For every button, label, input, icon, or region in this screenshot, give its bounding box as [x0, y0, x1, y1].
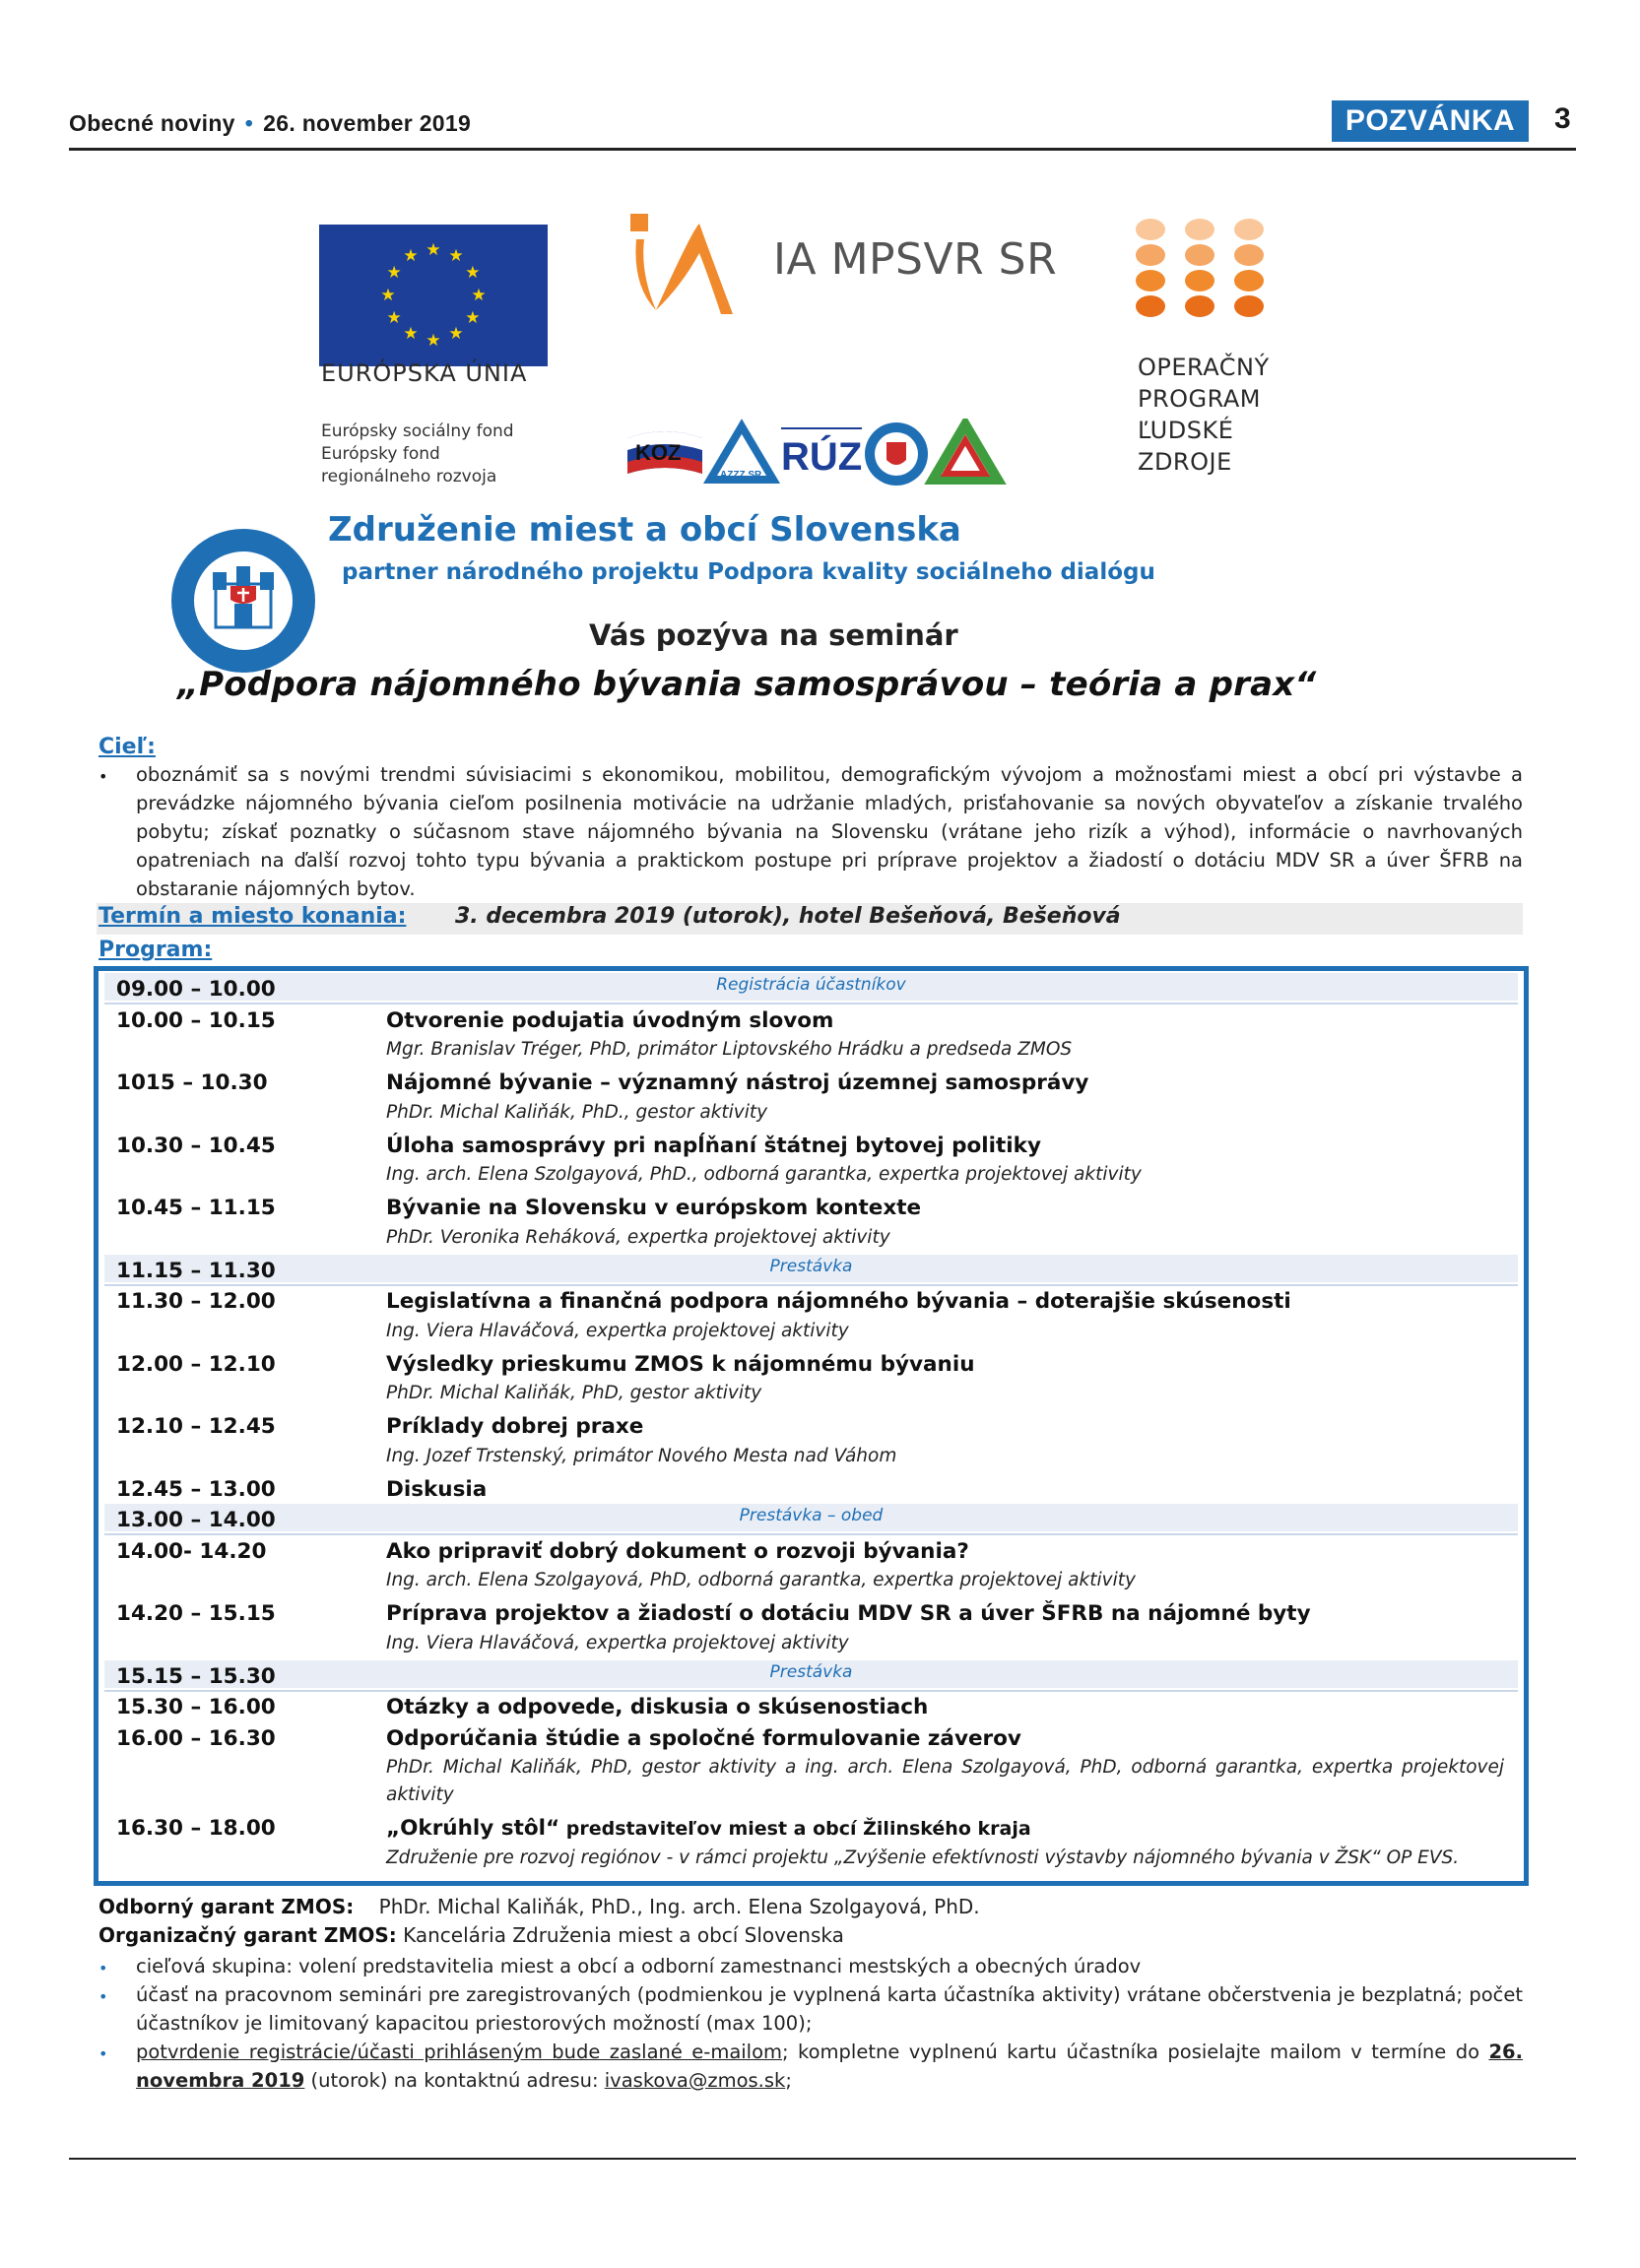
program-title — [386, 1477, 487, 1502]
organizer-subtitle: partner národného projektu Podpora kvality sociálneho dialógu — [342, 559, 1155, 585]
program-time: 15.30 – 16.00 — [116, 1695, 276, 1719]
organizer-name: Združenie miest a obcí Slovenska — [328, 510, 961, 550]
issue-date: 26. november 2019 — [263, 110, 472, 136]
venue-label: Termín a miesto konania: — [98, 904, 407, 929]
contact-email-link[interactable]: ivaskova@zmos.sk — [604, 2069, 786, 2092]
program-speaker: PhDr. Michal Kaliňák, PhD, gestor aktivity — [386, 1383, 762, 1403]
koz-logo-icon — [627, 431, 702, 474]
guarantor-label: Odborný garant ZMOS: — [98, 1895, 355, 1918]
program-title-tail: predstaviteľov miest a obcí Žilinského kraja — [559, 1818, 1031, 1840]
program-time: 11.15 – 11.30 — [116, 1258, 276, 1283]
program-title — [386, 1816, 1031, 1841]
program-title — [386, 1601, 1311, 1626]
op-dot-icon — [1234, 270, 1264, 292]
program-time: 10.30 – 10.45 — [116, 1133, 276, 1158]
eu-fund-line: Európsky fond — [321, 444, 440, 464]
program-time: 16.30 – 18.00 — [116, 1816, 276, 1841]
venue-value: 3. decembra 2019 (utorok), hotel Bešeňová, Bešeňová — [455, 904, 1121, 929]
ruz-logo-icon — [781, 428, 862, 479]
svg-text:KOZ: KOZ — [635, 440, 682, 465]
program-title — [386, 1008, 833, 1033]
registration-end: ; — [785, 2069, 792, 2092]
program-break-label: Prestávka — [769, 1661, 853, 1682]
program-time: 10.00 – 10.15 — [116, 1007, 276, 1033]
goal-text: oboznámiť sa s novými trendmi súvisiacimi s ekonomikou, mobilitou, demografickým vývojom a možnosťami miest a obcí pri výstavbe a prevádzke nájomného bývania cieľom posilnenia motivácie na udržanie mladých, prisťahovanie sa nových obyvateľov a získanie trvalého pobytu; získať poznatky o súčasnom stave nájomného bývania na Slovensku (vrátane jeho rizík a výhod), informácie o navrhovaných opatreniach na ďalší rozvoj tohto typu bývania a praktickom postupe pri príprave projektov a žiadostí o dotáciu MDV SR a úver ŠFRB na obstaranie nájomných bytov. — [136, 763, 1523, 900]
program-speaker: PhDr. Veronika Reháková, expertka projektovej aktivity — [386, 1226, 890, 1248]
header-divider — [69, 148, 1576, 151]
program-title-text: Výsledky prieskumu ZMOS k nájomnému bývaniu — [386, 1351, 975, 1377]
registration-confirmation: potvrdenie registrácie/účasti prihláseným bude zaslané e-mailom — [136, 2041, 783, 2063]
program-title-text: Diskusia — [386, 1476, 488, 1502]
eu-flag-icon — [319, 225, 548, 366]
registration-deadline: 26. novembra 2019 — [136, 2041, 1523, 2092]
program-title — [386, 1539, 969, 1564]
eu-star-icon: ★ — [386, 307, 402, 328]
bullet-icon: • — [98, 1959, 108, 1977]
eu-star-icon: ★ — [386, 262, 402, 283]
triangle-logo-icon — [933, 424, 998, 480]
program-time: 10.45 – 11.15 — [116, 1196, 276, 1220]
registration-instructions: ; kompletne vyplnenú kartu účastníka posielajte mailom v termíne do — [782, 2041, 1489, 2063]
program-time: 1015 – 10.30 — [116, 1070, 268, 1095]
op-dot-icon — [1185, 244, 1214, 266]
program-title-text: Úloha samosprávy pri napĺňaní štátnej bytovej politiky — [386, 1133, 1041, 1158]
program-title — [386, 1695, 928, 1719]
goal-label: Cieľ: — [98, 735, 156, 759]
program-title-text: Otázky a odpovede, diskusia o skúsenostiach — [386, 1695, 929, 1719]
bullet-icon: • — [98, 1987, 108, 2006]
program-speaker: Združenie pre rozvoj regiónov - v rámci projektu „Zvýšenie efektívnosti výstavby nájomného bývania v ŽSK“ OP EVS. — [386, 1847, 1460, 1868]
eu-star-icon: ★ — [448, 324, 464, 345]
footer-divider — [69, 2158, 1576, 2160]
program-title — [386, 1289, 1291, 1314]
invite-line: Vás pozýva na seminár — [589, 618, 958, 652]
zmos-seal-icon — [169, 527, 317, 675]
eu-fund-line: regionálneho rozvoja — [321, 467, 497, 486]
org-guarantor-label: Organizačný garant ZMOS: — [98, 1923, 397, 1947]
program-break-label: Prestávka – obed — [739, 1506, 884, 1525]
eu-star-icon: ★ — [426, 330, 441, 351]
newspaper-name: Obecné noviny — [69, 110, 235, 136]
program-title-text: Ako pripraviť dobrý dokument o rozvoji bývania? — [386, 1538, 969, 1564]
svg-text:RÚZ: RÚZ — [781, 435, 863, 479]
program-speaker: PhDr. Michal Kaliňák, PhD., gestor aktivity — [386, 1101, 768, 1123]
eu-star-icon: ★ — [380, 285, 396, 305]
program-title — [386, 1070, 1088, 1095]
program-title-text: Príprava projektov a žiadostí o dotáciu MDV SR a úver ŠFRB na nájomné byty — [386, 1601, 1311, 1626]
program-title — [386, 1726, 1021, 1751]
bullet-icon: • — [98, 2044, 108, 2063]
eu-star-icon: ★ — [403, 245, 419, 266]
program-time: 11.30 – 12.00 — [116, 1289, 276, 1314]
program-label: Program: — [98, 938, 213, 962]
ia-mpsvr-logo-icon — [623, 212, 760, 330]
program-title-text: Odporúčania štúdie a spoločné formulovanie záverov — [386, 1725, 1021, 1751]
participation-text: účasť na pracovnom seminári pre zaregistrovaných (podmienkou je vyplnená karta účastníka aktivity) vrátane občerstvenia je bezplatná; počet účastníkov je limitovaný kapacitou priestorových možností (max 100); — [136, 1983, 1523, 2035]
eu-fund-text — [321, 421, 514, 488]
op-dot-icon — [1234, 295, 1264, 317]
org-guarantor-value: Kancelária Združenia miest a obcí Slovenska — [403, 1923, 844, 1947]
op-program-text — [1138, 352, 1270, 478]
eu-title: EURÓPSKA ÚNIA — [321, 359, 528, 387]
separator-dot: • — [244, 110, 254, 136]
op-dot-icon — [1185, 270, 1214, 292]
eu-star-icon: ★ — [471, 285, 487, 305]
op-line: ĽUDSKÉ — [1138, 417, 1234, 444]
registration-text — [136, 2038, 1523, 2095]
bullet-icon: • — [98, 767, 108, 786]
row-divider — [104, 1284, 1518, 1286]
row-divider — [104, 1003, 1518, 1004]
newspaper-header — [69, 110, 471, 137]
program-time: 13.00 – 14.00 — [116, 1508, 276, 1532]
op-dot-icon — [1136, 244, 1165, 266]
organizational-guarantor — [98, 1923, 844, 1947]
op-line: PROGRAM — [1138, 385, 1261, 413]
program-speaker: Ing. Jozef Trstenský, primátor Nového Mesta nad Váhom — [386, 1445, 897, 1466]
registration-contact-prefix: (utorok) na kontaktnú adresu: — [304, 2069, 605, 2092]
svg-text:AZZZ SR: AZZZ SR — [720, 470, 762, 481]
op-line: ZDROJE — [1138, 448, 1232, 476]
page-number: 3 — [1554, 102, 1571, 135]
guarantor-value: PhDr. Michal Kaliňák, PhD., Ing. arch. Elena Szolgayová, PhD. — [378, 1895, 980, 1918]
op-line: OPERAČNÝ — [1138, 354, 1270, 381]
program-title-text: Otvorenie podujatia úvodným slovom — [386, 1007, 834, 1033]
op-dot-icon — [1234, 244, 1264, 266]
op-dots-icon — [1136, 219, 1293, 317]
program-time: 09.00 – 10.00 — [116, 977, 276, 1002]
program-title — [386, 1352, 975, 1377]
section-badge: POZVÁNKA — [1332, 100, 1529, 142]
eu-star-icon: ★ — [403, 324, 419, 345]
program-title — [386, 1414, 643, 1439]
eu-star-icon: ★ — [465, 307, 481, 328]
program-title-text: Príklady dobrej praxe — [386, 1414, 644, 1439]
program-table — [94, 966, 1529, 1886]
program-title-text: Nájomné bývanie – významný nástroj územnej samosprávy — [386, 1070, 1089, 1095]
op-dot-icon — [1234, 219, 1264, 240]
program-time: 12.45 – 13.00 — [116, 1476, 276, 1502]
program-title-text: Legislatívna a finančná podpora nájomného bývania – doterajšie skúsenosti — [386, 1289, 1291, 1314]
program-speaker: PhDr. Michal Kaliňák, PhD, gestor aktivity a ing. arch. Elena Szolgayová, PhD, odborná garantka, expertka projektovej aktivity — [386, 1757, 1504, 1805]
row-divider — [104, 1533, 1518, 1535]
eu-star-icon: ★ — [426, 239, 441, 260]
eu-fund-line: Európsky sociálny fond — [321, 421, 514, 441]
government-seal-icon — [865, 422, 928, 486]
program-break-label: Registrácia účastníkov — [716, 975, 906, 995]
target-group-text: cieľová skupina: volení predstavitelia miest a obcí a odborní zamestnanci mestských a obecných úradov — [136, 1955, 1142, 1977]
op-dot-icon — [1136, 219, 1165, 240]
op-dot-icon — [1136, 270, 1165, 292]
row-divider — [104, 1690, 1518, 1692]
program-time: 15.15 – 15.30 — [116, 1663, 276, 1689]
program-time: 12.00 – 12.10 — [116, 1351, 276, 1377]
professional-guarantor — [98, 1895, 980, 1918]
program-title — [386, 1134, 1041, 1158]
program-time: 12.10 – 12.45 — [116, 1414, 276, 1439]
seminar-title: „Podpora nájomného bývania samosprávou – teória a prax“ — [177, 665, 1317, 704]
program-break-label: Prestávka — [769, 1256, 853, 1276]
ia-mpsvr-text: IA MPSVR SR — [773, 234, 1058, 285]
program-title — [386, 1196, 921, 1220]
eu-star-icon: ★ — [465, 262, 481, 283]
azzz-logo-icon — [710, 426, 773, 481]
program-speaker: Ing. Viera Hlaváčová, expertka projektovej aktivity — [386, 1632, 849, 1653]
eu-star-icon: ★ — [448, 245, 464, 266]
program-speaker: Ing. Viera Hlaváčová, expertka projektovej aktivity — [386, 1320, 849, 1341]
program-speaker: Ing. arch. Elena Szolgayová, PhD, odborná garantka, expertka projektovej aktivity — [386, 1570, 1136, 1590]
program-speaker: Ing. arch. Elena Szolgayová, PhD., odborná garantka, expertka projektovej aktivity — [386, 1164, 1142, 1185]
partner-logos-icon — [625, 419, 1088, 489]
program-time: 14.00- 14.20 — [116, 1538, 267, 1564]
program-time: 16.00 – 16.30 — [116, 1725, 276, 1751]
program-title-text: „Okrúhly stôl“ — [386, 1816, 560, 1841]
program-speaker: Mgr. Branislav Tréger, PhD, primátor Liptovského Hrádku a predseda ZMOS — [386, 1039, 1073, 1060]
op-dot-icon — [1185, 295, 1214, 317]
op-dot-icon — [1185, 219, 1214, 240]
program-time: 14.20 – 15.15 — [116, 1601, 276, 1626]
op-dot-icon — [1136, 295, 1165, 317]
program-title-text: Bývanie na Slovensku v európskom kontexte — [386, 1196, 922, 1220]
